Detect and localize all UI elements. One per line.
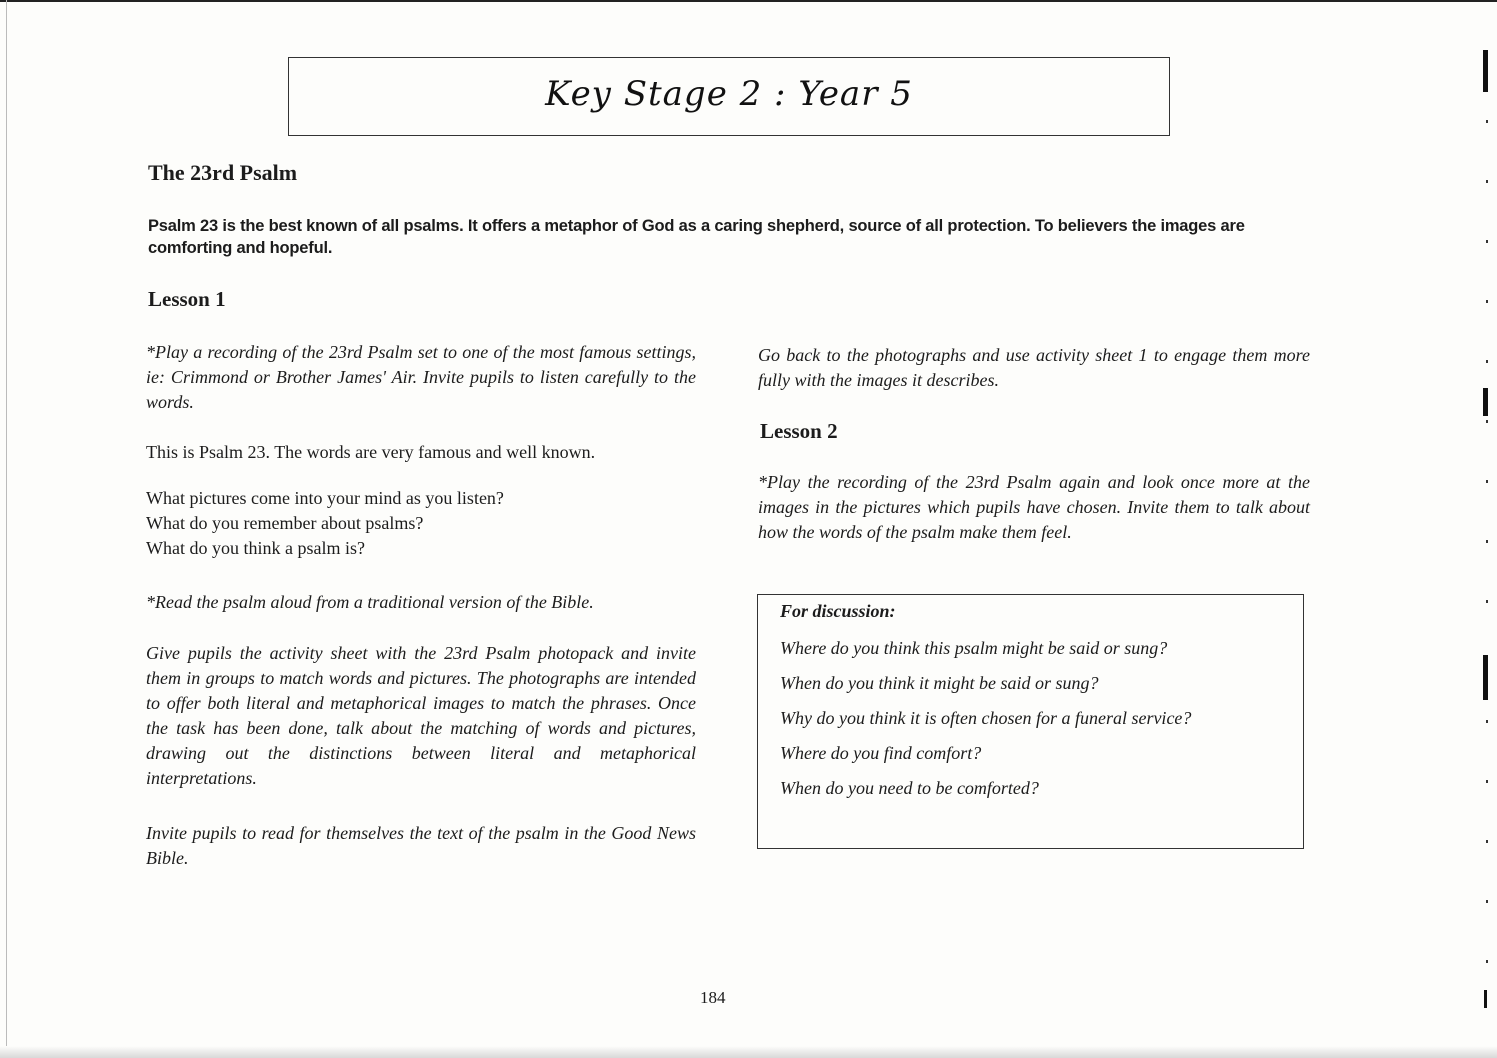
page-top-edge	[0, 0, 1497, 2]
discussion-question: Why do you think it is often chosen for a funeral service?	[780, 708, 1192, 728]
lesson1-question: What do you think a psalm is?	[146, 538, 365, 558]
lesson1-left-column	[146, 340, 696, 871]
scan-mark	[1483, 655, 1488, 700]
discussion-heading: For discussion:	[780, 601, 896, 621]
section-intro: Psalm 23 is the best known of all psalms. It offers a metaphor of God as a caring shepherd, source of all protection. To believers the images are comforting and hopeful.	[148, 217, 1245, 257]
page-title: Key Stage 2 : Year 5	[545, 73, 913, 114]
lesson1-question: What do you remember about psalms?	[146, 513, 424, 533]
page-left-edge	[6, 0, 7, 1058]
lesson1-heading: Lesson 1	[148, 287, 226, 311]
lesson1-paragraph: *Read the psalm aloud from a traditional version of the Bible.	[146, 592, 594, 612]
lesson2-column	[758, 470, 1310, 545]
lesson1-question: What pictures come into your mind as you listen?	[146, 488, 504, 508]
discussion-question: When do you think it might be said or sung?	[780, 673, 1099, 693]
scan-mark	[1483, 50, 1488, 92]
scan-mark	[1484, 990, 1487, 1008]
lesson2-heading: Lesson 2	[760, 419, 838, 443]
title-box	[288, 57, 1170, 136]
discussion-question: When do you need to be comforted?	[780, 778, 1039, 798]
scan-mark	[1483, 388, 1488, 416]
lesson1-paragraph: *Play a recording of the 23rd Psalm set to one of the most famous settings, ie: Crimmond or Brother James' Air. Invite pupils to listen carefully to the words.	[146, 342, 696, 412]
lesson2-paragraph: *Play the recording of the 23rd Psalm again and look once more at the images in the pictures which pupils have chosen. Invite them to talk about how the words of the psalm make them feel.	[758, 472, 1310, 542]
discussion-box	[757, 594, 1304, 849]
page-number: 184	[700, 988, 726, 1007]
lesson1-paragraph: Invite pupils to read for themselves the text of the psalm in the Good News Bible.	[146, 823, 696, 868]
page-right-edge	[1486, 60, 1488, 1020]
lesson1-continued	[758, 343, 1310, 393]
discussion-question: Where do you think this psalm might be said or sung?	[780, 638, 1168, 658]
lesson1-paragraph: This is Psalm 23. The words are very famous and well known.	[146, 442, 596, 462]
lesson1-paragraph: Go back to the photographs and use activity sheet 1 to engage them more fully with the images it describes.	[758, 345, 1310, 390]
section-title: The 23rd Psalm	[148, 160, 298, 185]
lesson1-paragraph: Give pupils the activity sheet with the 23rd Psalm photopack and invite them in groups to match words and pictures. The photographs are intended to offer both literal and metaphorical images to match the phrases. Once the task has been done, talk about the matching of words and pictures, drawing out the distinctions between literal and metaphorical interpretations.	[146, 643, 696, 788]
page-bottom-shadow	[0, 1046, 1497, 1058]
discussion-question: Where do you find comfort?	[780, 743, 982, 763]
